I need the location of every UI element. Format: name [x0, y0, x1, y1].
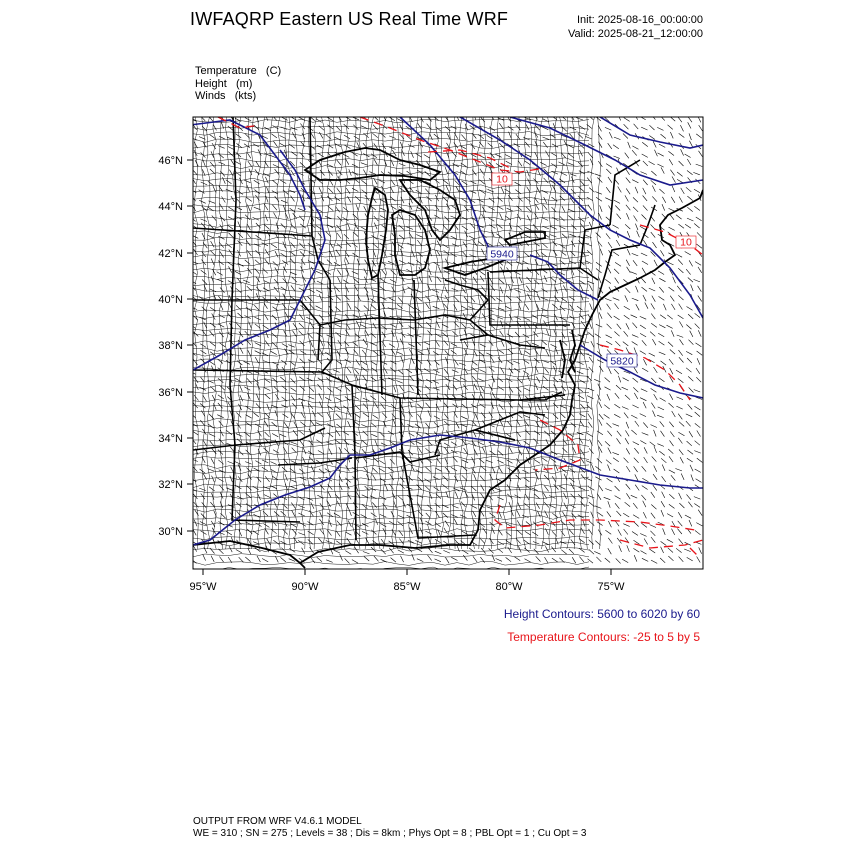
lon-label-90w: 90°W — [291, 581, 319, 593]
lat-label-42n: 42°N — [158, 248, 183, 260]
lat-label-36n: 36°N — [158, 387, 183, 399]
lat-label-44n: 44°N — [158, 201, 183, 213]
height-label-5940: 5940 — [490, 248, 514, 261]
lat-label-38n: 38°N — [158, 340, 183, 352]
legend-height: Height (m) — [195, 77, 253, 90]
lat-label-30n: 30°N — [158, 526, 183, 538]
footer-model-line: OUTPUT FROM WRF V4.6.1 MODEL — [193, 816, 362, 827]
lon-label-75w: 75°W — [597, 581, 625, 593]
temperature-label-10-north: 10 — [496, 173, 508, 186]
temperature-contour-info: Temperature Contours: -25 to 5 by 5 — [507, 630, 700, 644]
model-footer — [193, 816, 586, 840]
lat-label-32n: 32°N — [158, 479, 183, 491]
valid-time: Valid: 2025-08-21_12:00:00 — [568, 28, 703, 40]
lon-label-95w: 95°W — [189, 581, 217, 593]
lon-label-80w: 80°W — [495, 581, 523, 593]
footer-config-line: WE = 310 ; SN = 275 ; Levels = 38 ; Dis = 8km ; Phys Opt = 8 ; PBL Opt = 1 ; Cu Opt = 3 — [193, 828, 587, 839]
legend-temperature: Temperature (C) — [195, 65, 282, 77]
map-plot-area — [190, 113, 704, 571]
lat-label-46n: 46°N — [158, 155, 183, 167]
lat-label-34n: 34°N — [158, 433, 183, 445]
temperature-label-10-east: 10 — [680, 236, 692, 249]
lon-label-85w: 85°W — [393, 581, 421, 593]
longitude-labels — [189, 581, 625, 593]
init-time: Init: 2025-08-16_00:00:00 — [577, 14, 703, 26]
height-label-5820: 5820 — [610, 355, 634, 368]
lat-label-40n: 40°N — [158, 294, 183, 306]
height-contour-info: Height Contours: 5600 to 6020 by 60 — [503, 607, 700, 621]
legend-winds: Winds (kts) — [195, 90, 257, 102]
latitude-labels — [158, 155, 183, 538]
map-title: IWFAQRP Eastern US Real Time WRF — [190, 9, 509, 29]
